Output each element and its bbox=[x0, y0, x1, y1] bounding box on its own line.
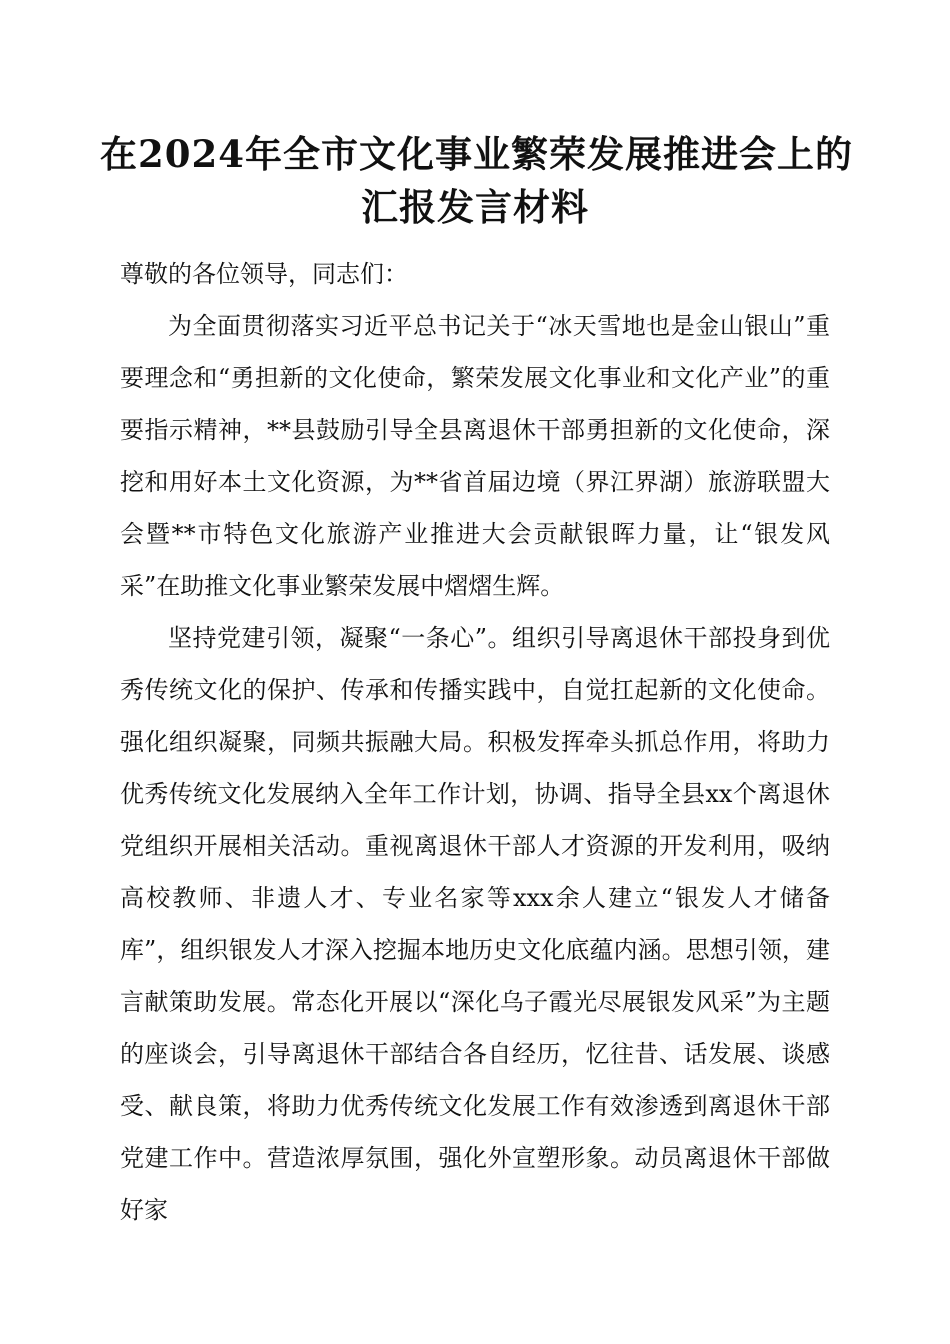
document-body bbox=[120, 248, 830, 1236]
paragraph-intro: 为全面贯彻落实习近平总书记关于“冰天雪地也是金山银山”重要理念和“勇担新的文化使命，繁荣发展文化事业和文化产业”的重要指示精神，**县鼓励引导全县离退休干部勇担新的文化使命，深挖和用好本土文化资源，为**省首届边境（界江界湖）旅游联盟大会暨**市特色文化旅游产业推进大会贡献银晖力量，让“银发风采”在助推文化事业繁荣发展中熠熠生辉。 bbox=[120, 312, 830, 600]
paragraph-party-building: 坚持党建引领，凝聚“一条心”。组织引导离退休干部投身到优秀传统文化的保护、传承和传播实践中，自觉扛起新的文化使命。强化组织凝聚，同频共振融大局。积极发挥牵头抓总作用，将助力优秀传统文化发展纳入全年工作计划，协调、指导全县xx个离退休党组织开展相关活动。重视离退休干部人才资源的开发利用，吸纳高校教师、非遗人才、专业名家等xxx余人建立“银发人才储备库”，组织银发人才深入挖掘本地历史文化底蕴内涵。思想引领，建言献策助发展。常态化开展以“深化乌子霞光尽展银发风采”为主题的座谈会，引导离退休干部结合各自经历，忆往昔、话发展、谈感受、献良策，将助力优秀传统文化发展工作有效渗透到离退休干部党建工作中。营造浓厚氛围，强化外宣塑形象。动员离退休干部做好家 bbox=[120, 624, 830, 1224]
title-line-2: 汇报发言材料 bbox=[361, 185, 589, 229]
salutation: 尊敬的各位领导，同志们： bbox=[120, 260, 408, 288]
document-title bbox=[100, 128, 853, 234]
title-line-1: 在2024年全市文化事业繁荣发展推进会上的 bbox=[100, 132, 853, 176]
